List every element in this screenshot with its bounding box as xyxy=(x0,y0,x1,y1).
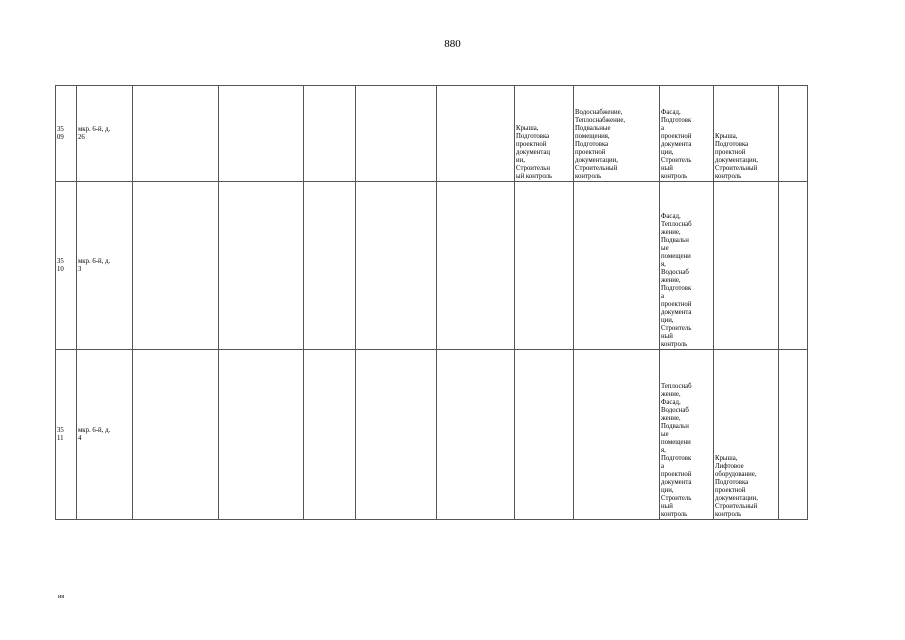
empty-cell xyxy=(356,86,437,182)
empty-cell xyxy=(219,86,304,182)
work-types: Крыша, Лифтовое оборудование, Подготовка проектной документации, Строительный контроль xyxy=(715,455,759,518)
register-table xyxy=(55,85,808,520)
work-cell xyxy=(515,86,574,182)
work-cell xyxy=(515,350,574,520)
table-row xyxy=(56,182,808,350)
work-cell xyxy=(714,182,779,350)
empty-cell xyxy=(779,182,808,350)
work-types: Фасад, Теплоснаб жение, Подвальн ые помещени я, Водоснаб жение, Подготовк а проектной документа ции, Строитель ный контроль xyxy=(661,213,692,348)
empty-cell xyxy=(779,86,808,182)
empty-cell xyxy=(437,350,515,520)
page-number: 880 xyxy=(444,38,461,50)
table-row xyxy=(56,350,808,520)
address: мкр. 6-й, д. 26 xyxy=(78,125,111,141)
empty-cell xyxy=(356,350,437,520)
empty-cell xyxy=(304,350,356,520)
address-cell xyxy=(77,182,133,350)
row-number: 35 09 xyxy=(57,125,64,141)
row-number: 35 11 xyxy=(57,426,64,442)
work-cell xyxy=(574,182,660,350)
row-number-cell xyxy=(56,86,77,182)
work-cell xyxy=(660,86,714,182)
empty-cell xyxy=(219,350,304,520)
work-cell xyxy=(574,86,660,182)
empty-cell xyxy=(437,86,515,182)
row-number-cell xyxy=(56,182,77,350)
table-row xyxy=(56,86,808,182)
row-number: 35 10 xyxy=(57,257,64,273)
work-cell xyxy=(515,182,574,350)
empty-cell xyxy=(133,86,219,182)
work-types: Крыша, Подготовка проектной документац ии, Строительн ый контроль xyxy=(516,125,553,180)
address: мкр. 6-й, д. 3 xyxy=(78,257,111,273)
work-cell xyxy=(714,350,779,520)
empty-cell xyxy=(437,182,515,350)
empty-cell xyxy=(133,350,219,520)
address-cell xyxy=(77,86,133,182)
work-types: Теплоснаб жение, Фасад, Водоснаб жение, Подвальн ые помещени я, Подготовк а проектной документа ции, Строитель ный контроль xyxy=(661,383,692,518)
empty-cell xyxy=(779,350,808,520)
work-types: Фасад, Подготовк а проектной документа ции, Строитель ный контроль xyxy=(661,109,692,180)
empty-cell xyxy=(219,182,304,350)
empty-cell xyxy=(133,182,219,350)
empty-cell xyxy=(356,182,437,350)
address-cell xyxy=(77,350,133,520)
footer-mark: ия xyxy=(58,594,64,600)
work-cell xyxy=(660,182,714,350)
row-number-cell xyxy=(56,350,77,520)
address: мкр. 6-й, д. 4 xyxy=(78,426,111,442)
work-types: Водоснабжение, Теплоснабжение, Подвальные помещения, Подготовка проектной документации, Строительный контроль xyxy=(575,109,626,180)
work-cell xyxy=(714,86,779,182)
empty-cell xyxy=(304,86,356,182)
empty-cell xyxy=(304,182,356,350)
work-cell xyxy=(660,350,714,520)
work-cell xyxy=(574,350,660,520)
work-types: Крыша, Подготовка проектной документации, Строительный контроль xyxy=(715,133,759,180)
